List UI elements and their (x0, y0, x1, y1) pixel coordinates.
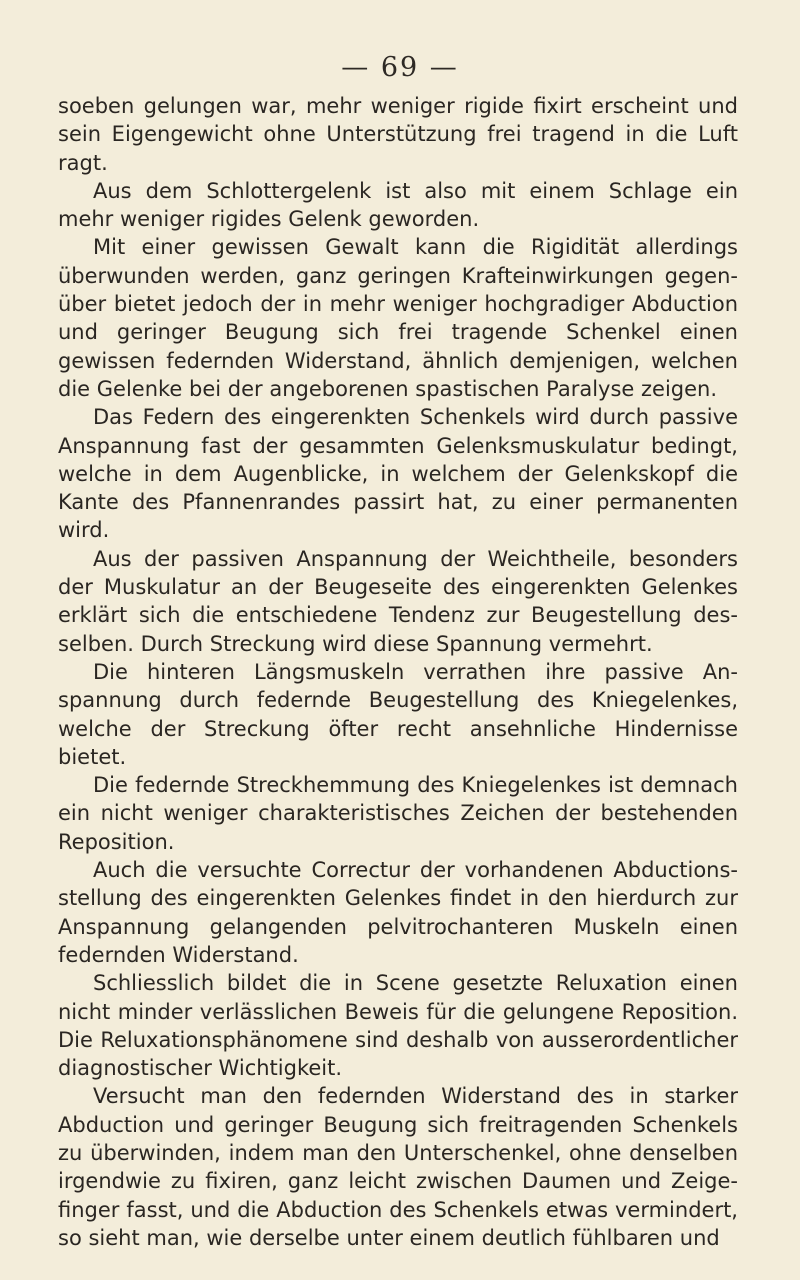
paragraph-2: Aus dem Schlottergelenk ist also mit einem Schlage ein mehr weniger rigides Gelenk geworden. (58, 178, 738, 232)
paragraph-3: Mit einer gewissen Gewalt kann die Rigidität allerdings überwunden werden, ganz geringen Krafteinwirkungen gegenüber bietet jedoch der in mehr weniger hochgradiger Abduction und geringer Beugung sich frei tragende Schenkel einen gewissen federnden Widerstand, ähnlich demjenigen, welchen die Gelenke bei der angeborenen spastischen Paralyse zeigen. (58, 235, 738, 401)
paragraph-7: Die federnde Streckhemmung des Kniegelenkes ist demnach ein nicht weniger charakteristisches Zeichen der bestehenden Reposition. (58, 773, 738, 854)
page-number: — 69 — (341, 52, 459, 83)
paragraph-6: Die hinteren Längsmuskeln verrathen ihre passive Anspannung durch federnde Beugestellung des Kniegelenkes, welche der Streckung öfter recht ansehnliche Hindernisse bietet. (58, 659, 738, 769)
paragraph-5: Aus der passiven Anspannung der Weichtheile, besonders der Muskulatur an der Beugeseite des eingerenkten Gelenkes erklärt sich die entschiedene Tendenz zur Beugestellung desselben. Durch Streckung wird diese Spannung vermehrt. (58, 546, 738, 656)
paragraph-4: Das Federn des eingerenkten Schenkels wird durch passive Anspannung fast der gesammten Gelenksmuskulatur bedingt, welche in dem Augenblicke, in welchem der Gelenkskopf die Kante des Pfannenrandes passirt hat, zu einer permanenten wird. (58, 405, 738, 543)
paragraph-1: soeben gelungen war, mehr weniger rigide fixirt erscheint und sein Eigengewicht ohne Unterstützung frei tragend in die Luft ragt. (58, 94, 738, 175)
body-text (58, 92, 738, 1252)
paragraph-9: Schliesslich bildet die in Scene gesetzte Reluxation einen nicht minder verlässlichen Beweis für die gelungene Reposition. Die Reluxationsphänomene sind deshalb von ausserordentlicher diagnostischer Wichtigkeit. (58, 971, 738, 1081)
paragraph-8: Auch die versuchte Correctur der vorhandenen Abductionsstellung des eingerenkten Gelenkes findet in den hierdurch zur Anspannung gelangenden pelvitrochanteren Muskeln einen federnden Widerstand. (58, 858, 738, 967)
paragraph-10: Versucht man den federnden Widerstand des in starker Abduction und geringer Beugung sich freitragenden Schenkels zu überwinden, indem man den Unterschenkel, ohne denselben irgendwie zu fixiren, ganz leicht zwischen Daumen und Zeigefinger fasst, und die Abduction des Schenkels etwas vermindert, so sieht man, wie derselbe unter einem deutlich fühlbaren und (58, 1084, 738, 1250)
